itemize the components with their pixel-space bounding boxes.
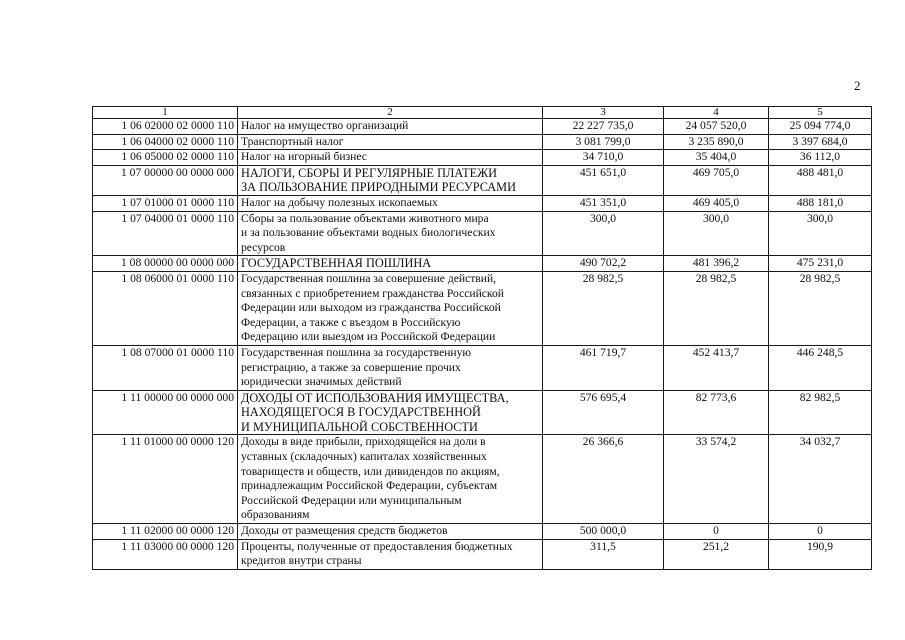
value-col3-cell: 28 982,5 xyxy=(543,271,664,345)
value-col3-cell: 500 000,0 xyxy=(543,524,664,540)
budget-code-cell: 1 07 04000 01 0000 110 xyxy=(93,211,238,256)
budget-code-cell: 1 08 00000 00 0000 000 xyxy=(93,256,238,272)
value-col4-cell: 82 773,6 xyxy=(664,390,769,435)
value-col5-cell: 28 982,5 xyxy=(769,271,872,345)
budget-code-cell: 1 11 01000 00 0000 120 xyxy=(93,435,238,524)
revenue-name-cell: Транспортный налог xyxy=(238,134,543,150)
value-col4-cell: 35 404,0 xyxy=(664,150,769,166)
value-col5-cell: 36 112,0 xyxy=(769,150,872,166)
value-col3-cell: 34 710,0 xyxy=(543,150,664,166)
column-number-1: 1 xyxy=(93,107,238,119)
table-row xyxy=(93,271,872,345)
revenue-name-cell: Сборы за пользование объектами животного мира и за пользование объектами водных биологических ресурсов xyxy=(238,211,543,256)
budget-code-cell: 1 07 01000 01 0000 110 xyxy=(93,195,238,211)
value-col5-cell: 190,9 xyxy=(769,539,872,569)
table-row xyxy=(93,165,872,195)
value-col3-cell: 490 702,2 xyxy=(543,256,664,272)
value-col5-cell: 3 397 684,0 xyxy=(769,134,872,150)
value-col3-cell: 3 081 799,0 xyxy=(543,134,664,150)
table-row xyxy=(93,119,872,135)
table-row xyxy=(93,345,872,390)
revenue-name-cell: Налог на добычу полезных ископаемых xyxy=(238,195,543,211)
revenue-name-cell: Доходы в виде прибыли, приходящейся на доли в уставных (складочных) капиталах хозяйственных товариществ и обществ, или дивидендов по акциям, принадлежащим Российской Федерации, субъектам Российской Федерации или муниципальным образованиям xyxy=(238,435,543,524)
revenue-name-cell: Государственная пошлина за совершение действий, связанных с приобретением гражданства Российской Федерации или выходом из гражданства Российской Федерации, а также с въездом в Российскую Федерацию или выездом из Российской Федерации xyxy=(238,271,543,345)
budget-code-cell: 1 06 04000 02 0000 110 xyxy=(93,134,238,150)
revenue-name-cell: НАЛОГИ, СБОРЫ И РЕГУЛЯРНЫЕ ПЛАТЕЖИ ЗА ПОЛЬЗОВАНИЕ ПРИРОДНЫМИ РЕСУРСАМИ xyxy=(238,165,543,195)
value-col3-cell: 461 719,7 xyxy=(543,345,664,390)
revenue-name-cell: Государственная пошлина за государственную регистрацию, а также за совершение прочих юридически значимых действий xyxy=(238,345,543,390)
value-col4-cell: 3 235 890,0 xyxy=(664,134,769,150)
revenue-name-cell: ДОХОДЫ ОТ ИСПОЛЬЗОВАНИЯ ИМУЩЕСТВА, НАХОДЯЩЕГОСЯ В ГОСУДАРСТВЕННОЙ И МУНИЦИПАЛЬНОЙ СОБСТВЕННОСТИ xyxy=(238,390,543,435)
value-col4-cell: 251,2 xyxy=(664,539,769,569)
value-col4-cell: 452 413,7 xyxy=(664,345,769,390)
table-row xyxy=(93,435,872,524)
value-col4-cell: 481 396,2 xyxy=(664,256,769,272)
budget-code-cell: 1 07 00000 00 0000 000 xyxy=(93,165,238,195)
budget-code-cell: 1 11 03000 00 0000 120 xyxy=(93,539,238,569)
value-col4-cell: 0 xyxy=(664,524,769,540)
revenue-name-cell: Доходы от размещения средств бюджетов xyxy=(238,524,543,540)
value-col4-cell: 24 057 520,0 xyxy=(664,119,769,135)
value-col3-cell: 576 695,4 xyxy=(543,390,664,435)
budget-code-cell: 1 06 02000 02 0000 110 xyxy=(93,119,238,135)
value-col5-cell: 475 231,0 xyxy=(769,256,872,272)
revenue-table xyxy=(92,106,872,570)
budget-code-cell: 1 08 06000 01 0000 110 xyxy=(93,271,238,345)
value-col5-cell: 82 982,5 xyxy=(769,390,872,435)
value-col3-cell: 300,0 xyxy=(543,211,664,256)
table-row xyxy=(93,211,872,256)
value-col5-cell: 0 xyxy=(769,524,872,540)
column-number-5: 5 xyxy=(769,107,872,119)
table-row xyxy=(93,134,872,150)
value-col4-cell: 469 705,0 xyxy=(664,165,769,195)
table-row xyxy=(93,256,872,272)
table-header-row xyxy=(93,107,872,119)
table-row xyxy=(93,390,872,435)
column-number-2: 2 xyxy=(238,107,543,119)
budget-code-cell: 1 11 00000 00 0000 000 xyxy=(93,390,238,435)
value-col4-cell: 300,0 xyxy=(664,211,769,256)
revenue-name-cell: Налог на игорный бизнес xyxy=(238,150,543,166)
value-col4-cell: 33 574,2 xyxy=(664,435,769,524)
revenue-name-cell: Налог на имущество организаций xyxy=(238,119,543,135)
value-col5-cell: 34 032,7 xyxy=(769,435,872,524)
value-col5-cell: 488 181,0 xyxy=(769,195,872,211)
value-col3-cell: 451 351,0 xyxy=(543,195,664,211)
revenue-name-cell: ГОСУДАРСТВЕННАЯ ПОШЛИНА xyxy=(238,256,543,272)
value-col3-cell: 451 651,0 xyxy=(543,165,664,195)
value-col5-cell: 25 094 774,0 xyxy=(769,119,872,135)
column-number-4: 4 xyxy=(664,107,769,119)
page-number: 2 xyxy=(854,78,861,93)
value-col5-cell: 488 481,0 xyxy=(769,165,872,195)
value-col3-cell: 311,5 xyxy=(543,539,664,569)
value-col4-cell: 469 405,0 xyxy=(664,195,769,211)
value-col5-cell: 446 248,5 xyxy=(769,345,872,390)
budget-code-cell: 1 06 05000 02 0000 110 xyxy=(93,150,238,166)
revenue-name-cell: Проценты, полученные от предоставления бюджетных кредитов внутри страны xyxy=(238,539,543,569)
value-col4-cell: 28 982,5 xyxy=(664,271,769,345)
table-row xyxy=(93,195,872,211)
table-row xyxy=(93,150,872,166)
budget-code-cell: 1 08 07000 01 0000 110 xyxy=(93,345,238,390)
table-row xyxy=(93,539,872,569)
column-number-3: 3 xyxy=(543,107,664,119)
table-row xyxy=(93,524,872,540)
value-col5-cell: 300,0 xyxy=(769,211,872,256)
value-col3-cell: 26 366,6 xyxy=(543,435,664,524)
value-col3-cell: 22 227 735,0 xyxy=(543,119,664,135)
budget-code-cell: 1 11 02000 00 0000 120 xyxy=(93,524,238,540)
